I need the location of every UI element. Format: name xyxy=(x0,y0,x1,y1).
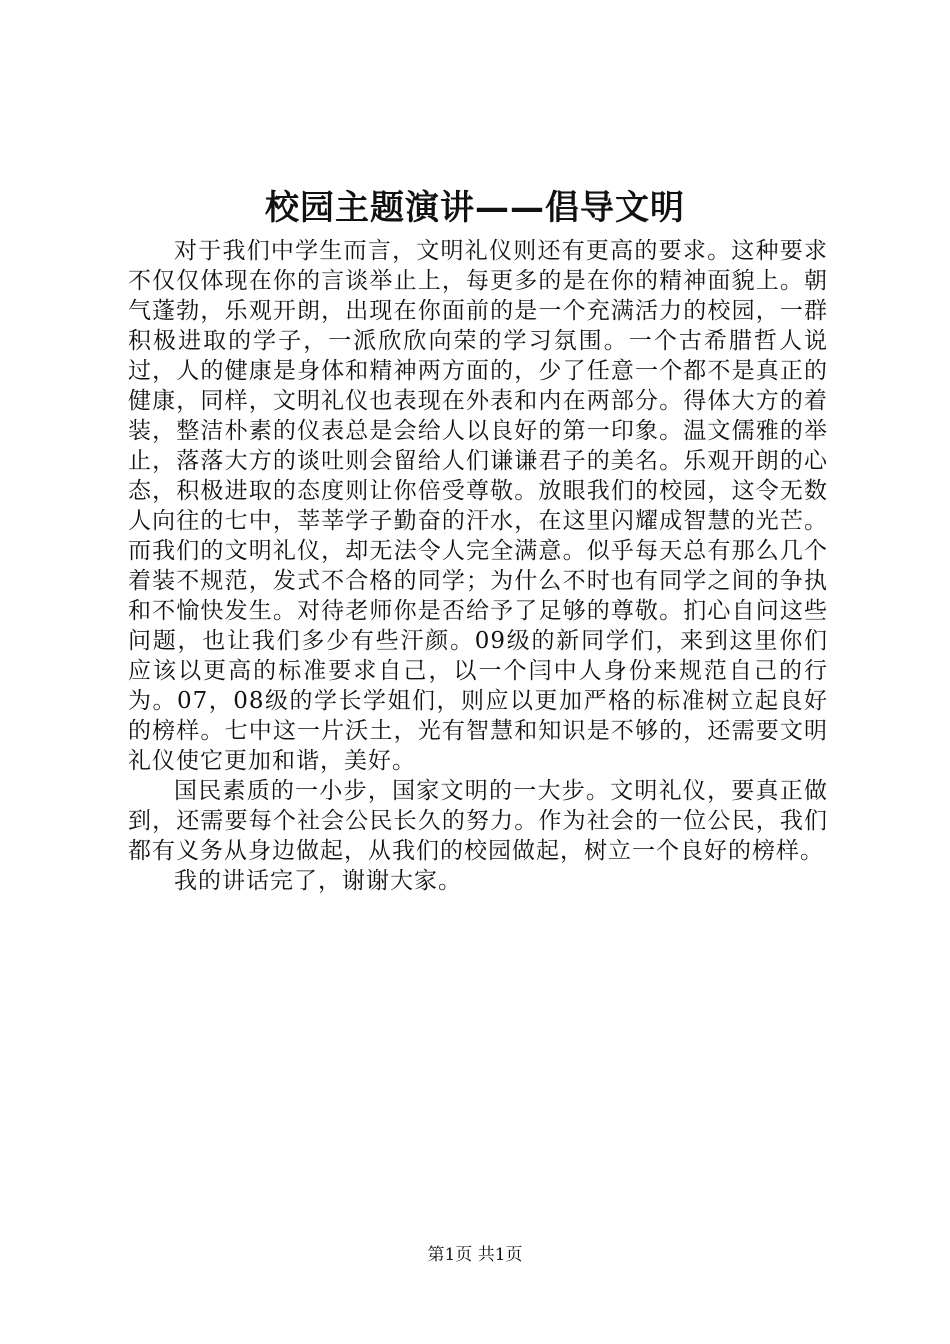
paragraph-1: 对于我们中学生而言，文明礼仪则还有更高的要求。这种要求不仅仅体现在你的言谈举止上，每更多的是在你的精神面貌上。朝气蓬勃，乐观开朗，出现在你面前的是一个充满活力的校园，一群积极进取的学子，一派欣欣向荣的学习氛围。一个古希腊哲人说过，人的健康是身体和精神两方面的，少了任意一个都不是真正的健康，同样，文明礼仪也表现在外表和内在两部分。得体大方的着装，整洁朴素的仪表总是会给人以良好的第一印象。温文儒雅的举止，落落大方的谈吐则会留给人们谦谦君子的美名。乐观开朗的心态，积极进取的态度则让你倍受尊敬。放眼我们的校园，这令无数人向往的七中，莘莘学子勤奋的汗水，在这里闪耀成智慧的光芒。而我们的文明礼仪，却无法令人完全满意。似乎每天总有那么几个着装不规范，发式不合格的同学；为什么不时也有同学之间的争执和不愉快发生。对待老师你是否给予了足够的尊敬。扪心自问这些问题，也让我们多少有些汗颜。09级的新同学们，来到这里你们应该以更高的标准要求自己，以一个闫中人身份来规范自己的行为。07，08级的学长学姐们，则应以更加严格的标准树立起良好的榜样。七中这一片沃土，光有智慧和知识是不够的，还需要文明礼仪使它更加和谐，美好。 xyxy=(128,238,828,774)
page-footer: 第1页 共1页 xyxy=(427,1245,523,1265)
document-body xyxy=(128,236,828,896)
document-title: 校园主题演讲——倡导文明 xyxy=(265,188,685,228)
paragraph-2: 国民素质的一小步，国家文明的一大步。文明礼仪，要真正做到，还需要每个社会公民长久的努力。作为社会的一位公民，我们都有义务从身边做起，从我们的校园做起，树立一个良好的榜样。 xyxy=(128,778,828,864)
paragraph-3: 我的讲话完了，谢谢大家。 xyxy=(174,868,462,894)
